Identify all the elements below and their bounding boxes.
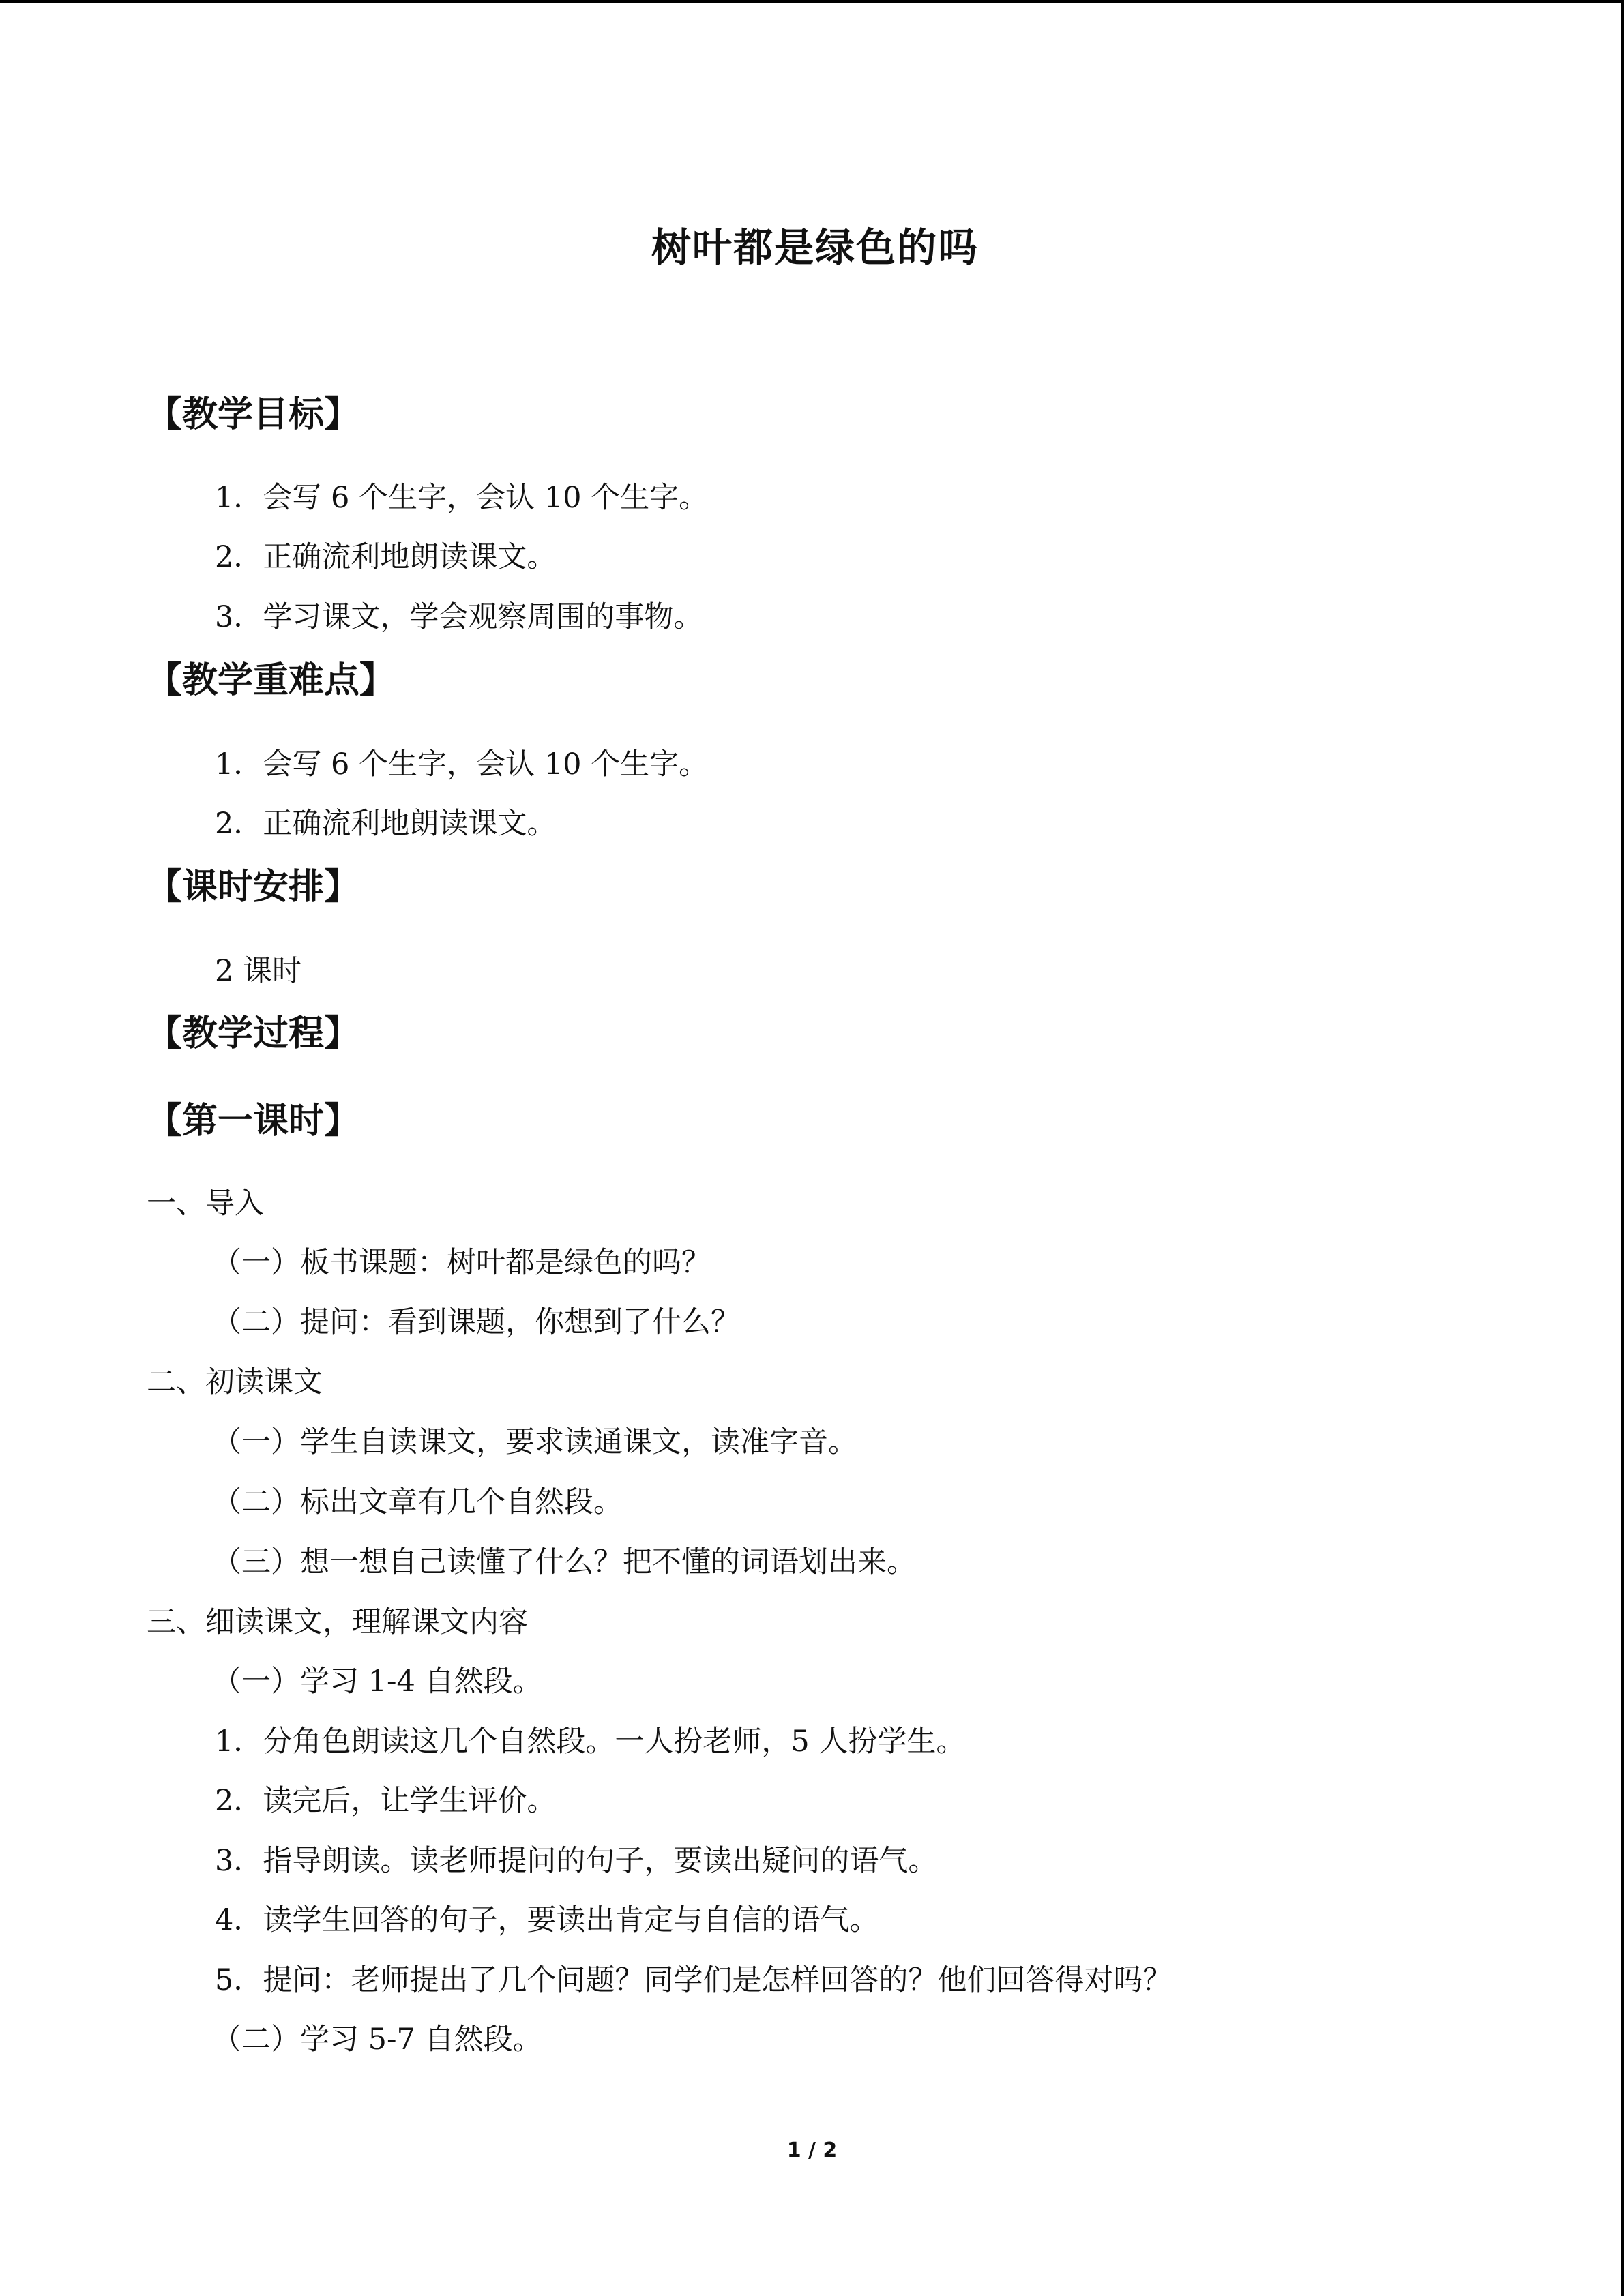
part-item: （一）学习 1-4 自然段。 [212,1665,542,1699]
part-item: （二）标出文章有几个自然段。 [212,1485,623,1519]
part-item: （一）板书课题：树叶都是绿色的吗？ [212,1246,711,1280]
key-point-item: 2．正确流利地朗读课文。 [215,807,557,841]
page-number: 1 / 2 [786,2138,838,2162]
part-title-close-reading: 三、细读课文，理解课文内容 [147,1605,528,1639]
goal-item: 1．会写 6 个生字，会认 10 个生字。 [215,481,709,515]
section-heading-goals: 【教学目标】 [147,394,360,435]
part-item: 4．读学生回答的句子，要读出肯定与自信的语气。 [215,1903,879,1937]
section-heading-lesson-one: 【第一课时】 [147,1101,360,1142]
part-item: 5．提问：老师提出了几个问题？同学们是怎样回答的？他们回答得对吗？ [215,1963,1172,1997]
key-point-item: 1．会写 6 个生字，会认 10 个生字。 [215,747,709,781]
part-item: （二）学习 5-7 自然段。 [212,2023,542,2057]
section-heading-process: 【教学过程】 [147,1013,360,1054]
part-item: 3．指导朗读。读老师提问的句子，要读出疑问的语气。 [215,1844,938,1878]
part-title-intro: 一、导入 [147,1187,264,1221]
document-title: 树叶都是绿色的吗 [651,224,979,271]
part-item: （一）学生自读课文，要求读通课文，读准字音。 [212,1425,857,1459]
part-item: 2．读完后，让学生评价。 [215,1784,557,1818]
goal-item: 3．学习课文，学会观察周围的事物。 [215,600,703,634]
schedule-text: 2 课时 [215,954,302,988]
part-title-first-reading: 二、初读课文 [147,1365,323,1399]
part-item: 1．分角色朗读这几个自然段。一人扮老师，5 人扮学生。 [215,1725,966,1759]
section-heading-key-points: 【教学重难点】 [147,660,396,701]
part-item: （二）提问：看到课题，你想到了什么？ [212,1305,740,1339]
goal-item: 2．正确流利地朗读课文。 [215,540,557,574]
part-item: （三）想一想自己读懂了什么？把不懂的词语划出来。 [212,1545,916,1579]
section-heading-schedule: 【课时安排】 [147,867,360,908]
